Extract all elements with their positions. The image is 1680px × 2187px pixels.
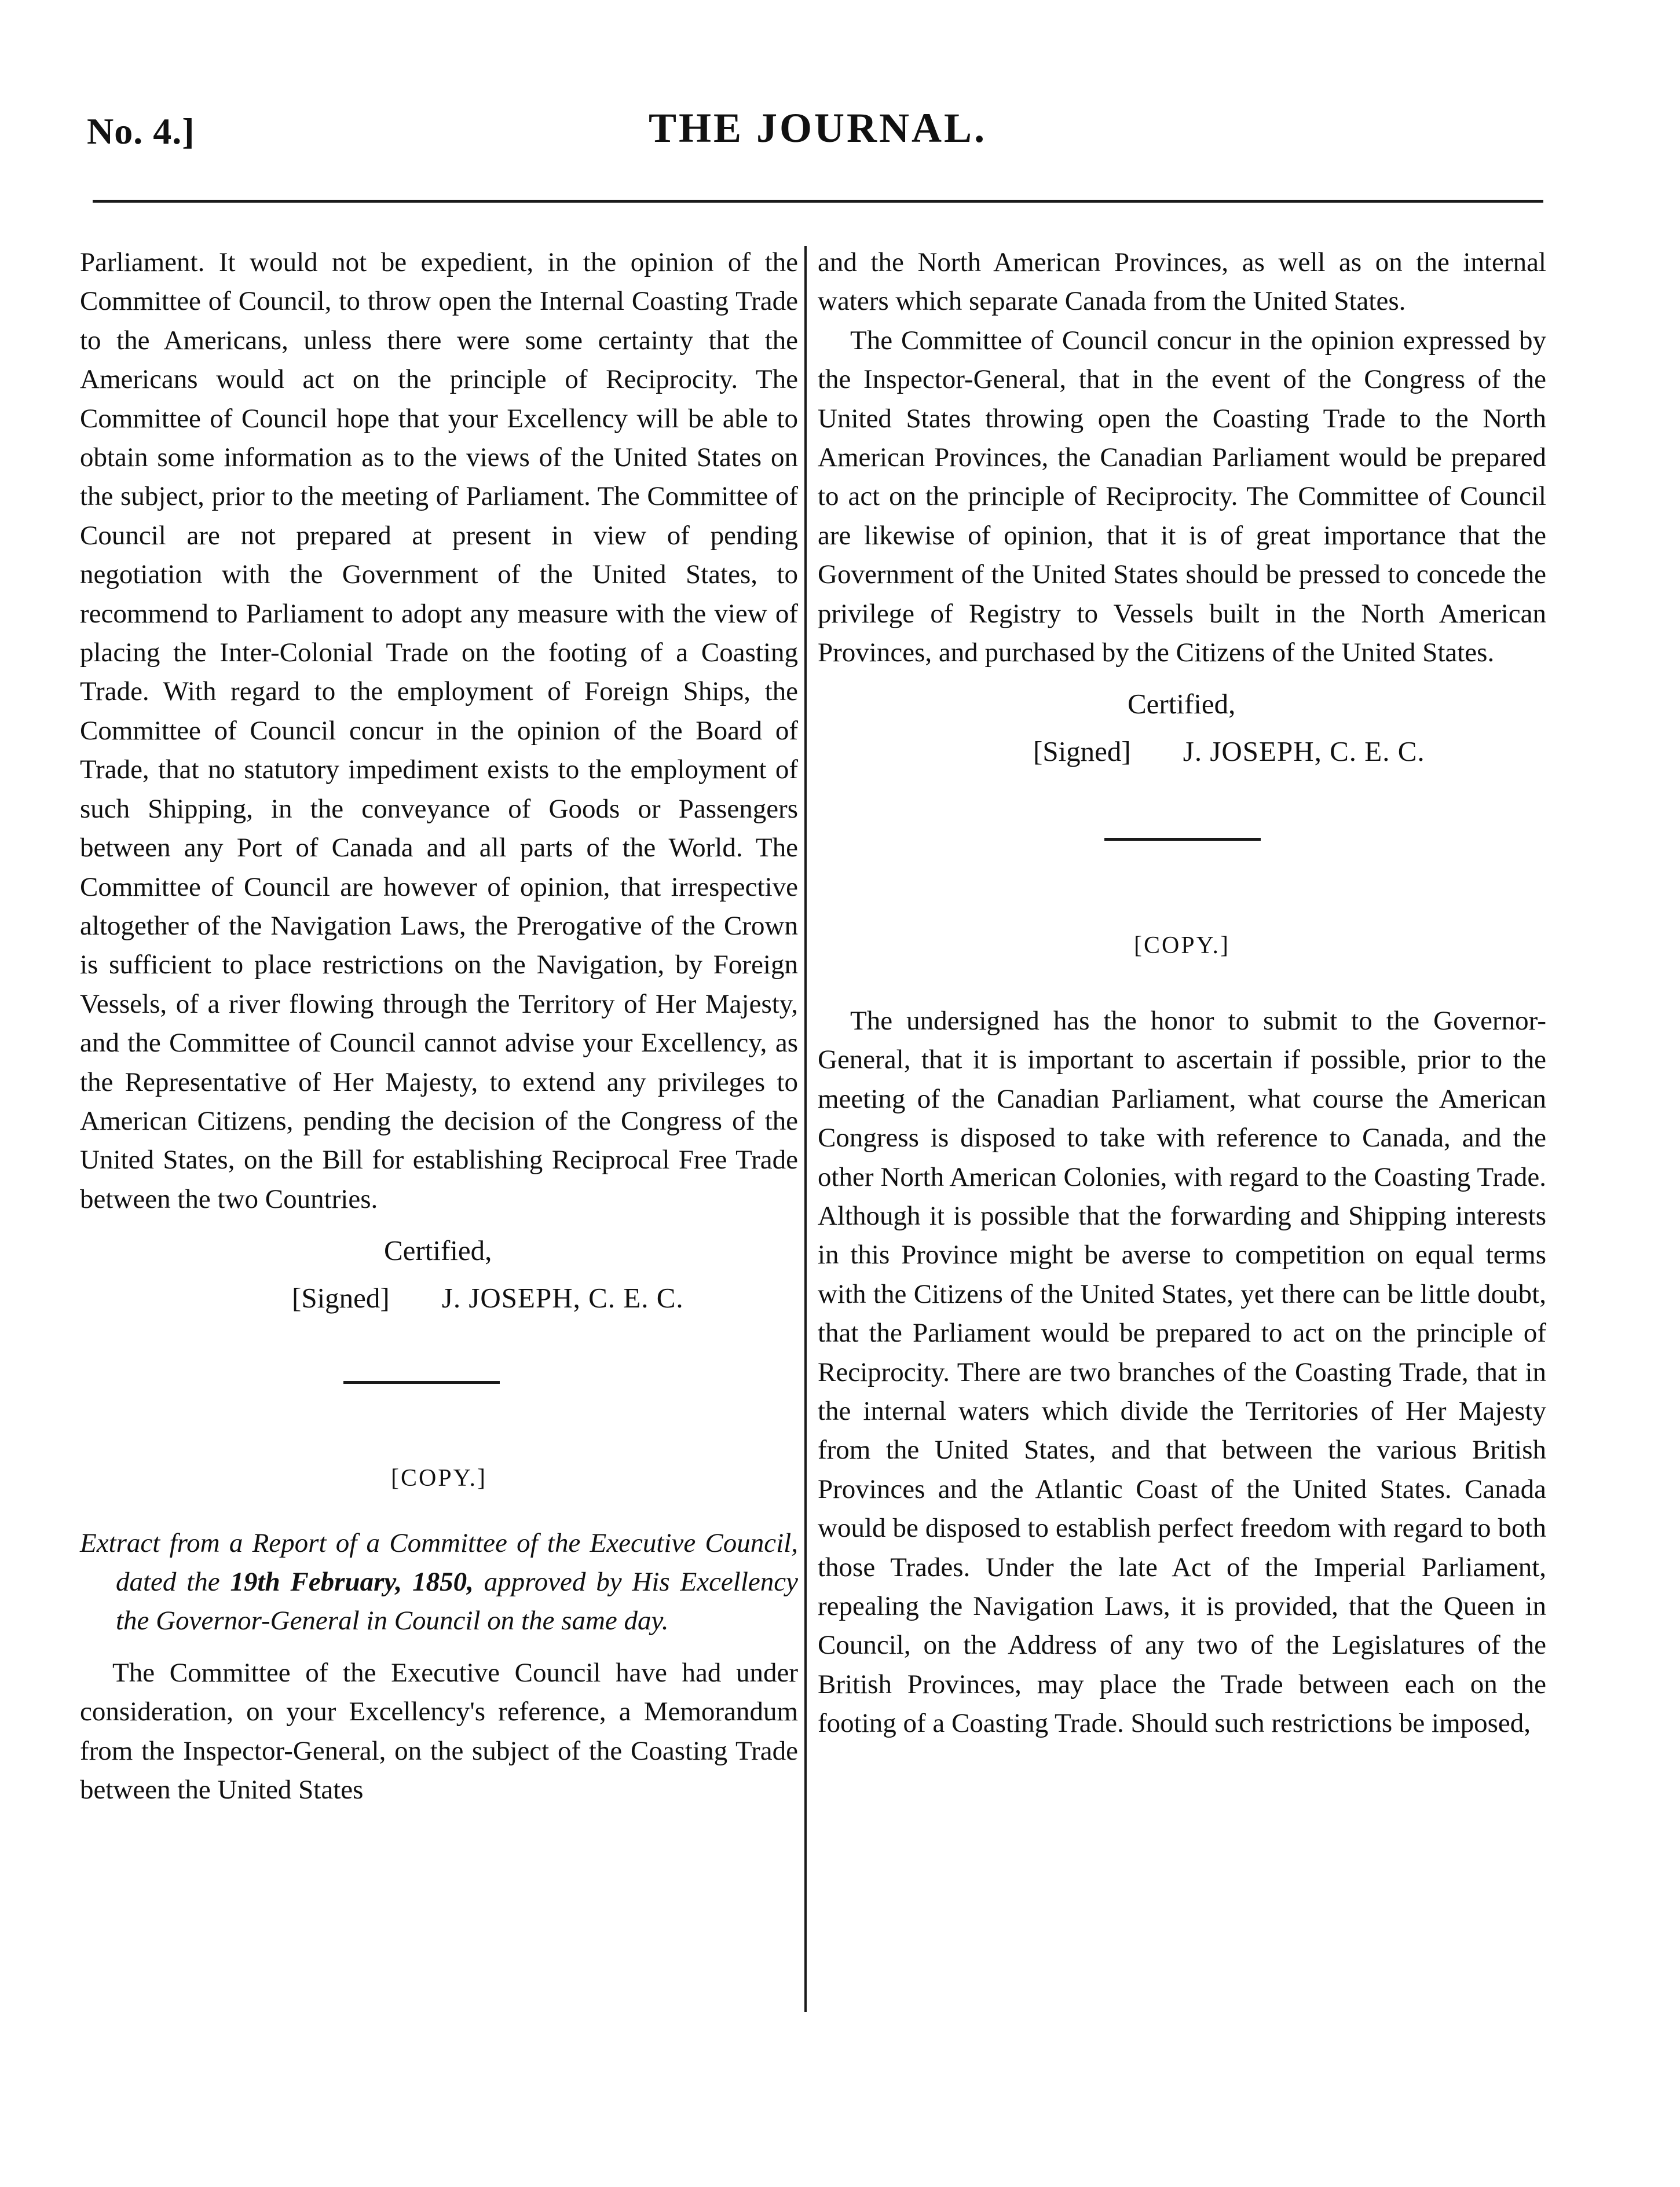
column-divider <box>804 246 807 2012</box>
right-certified: Certified, <box>1128 688 1236 720</box>
header-rule <box>93 200 1543 203</box>
extract-date: 19th February, 1850, <box>230 1566 474 1597</box>
left-certified: Certified, <box>384 1234 492 1267</box>
left-section-rule <box>343 1381 500 1384</box>
journal-title: THE JOURNAL. <box>649 105 987 151</box>
extract-suffix: approved by His Excellency the Governor-General in Council on the same day. <box>116 1566 798 1636</box>
left-signed-label: [Signed] <box>292 1282 390 1314</box>
left-signer-name: J. JOSEPH, C. E. C. <box>441 1282 684 1314</box>
left-copy-label: [COPY.] <box>390 1465 488 1492</box>
right-paragraph-3: The undersigned has the honor to submit to the Governor-General, that it is important to ascertain if possible, prior to the meeting of the Canadian Parliament, what course the American Congress is disposed to take with reference to Canada, and the other North American Colonies, with regard to the Coasting Trade. Although it is possible that the forwarding and Shipping interests in this Province might be averse to competition on equal terms with the Citizens of the United States, yet there can be little doubt, that the Parliament would be prepared to act on the principle of Reciprocity. There are two branches of the Coasting Trade, that in the internal waters which divide the Territories of Her Majesty from the United States, and that between the various British Provinces and the Atlantic Coast of the United States. Canada would be disposed to establish perfect freedom with regard to both those Trades. Under the late Act of the Imperial Parliament, repealing the Navigation Laws, it is provided, that the Queen in Council, on the Address of any two of the Legislatures of the British Provinces, may place the Trade between each on the footing of a Coasting Trade. Should such restrictions be imposed, <box>818 1005 1546 1739</box>
left-paragraph-2: The Committee of the Executive Council have had under consideration, on your Excellency's reference, a Memorandum from the Inspector-General, on the subject of the Coasting Trade between the United States <box>80 1657 798 1805</box>
left-signature-line <box>292 1274 798 1322</box>
extract-heading <box>80 1524 798 1641</box>
right-paragraph-1: and the North American Provinces, as well as on the internal waters which separate Canada from the United States. <box>818 247 1546 317</box>
right-copy-label: [COPY.] <box>1133 932 1231 959</box>
right-paragraph-2: The Committee of Council concur in the opinion expressed by the Inspector-General, that in the event of the Congress of the United States throwing open the Coasting Trade to the North American Provinces, the Canadian Parliament would be prepared to act on the principle of Reciprocity. The Committee of Council are likewise of opinion, that it is of great importance that the Government of the United States should be pressed to concede the privilege of Registry to Vessels built in the North American Provinces, and purchased by the Citizens of the United States. <box>818 325 1546 668</box>
issue-number: No. 4.] <box>87 111 195 152</box>
left-column <box>80 243 798 1809</box>
right-signed-label: [Signed] <box>1033 735 1131 768</box>
extract-prefix: Extract from a Report of a Committee of the Executive Council, dated the <box>80 1527 798 1597</box>
left-paragraph-1: Parliament. It would not be expedient, in the opinion of the Committee of Council, to throw open the Internal Coasting Trade to the Americans, unless there were some certainty that the Americans would act on the principle of Reciprocity. The Committee of Council hope that your Excellency will be able to obtain some information as to the views of the United States on the subject, prior to the meeting of Parliament. The Committee of Council are not prepared at present in view of pending negotiation with the Government of the United States, to recommend to Parliament to adopt any measure with the view of placing the Inter-Colonial Trade on the footing of a Coasting Trade. With regard to the employment of Foreign Ships, the Committee of Council concur in the opinion of the Board of Trade, that no statutory impediment exists to the employment of such Shipping, in the conveyance of Goods or Passengers between any Port of Canada and all parts of the World. The Committee of Council are however of opinion, that irrespective altogether of the Navigation Laws, the Prerogative of the Crown is sufficient to place restrictions on the Navigation, by Foreign Vessels, of a river flowing through the Territory of Her Majesty, and the Committee of Council cannot advise your Excellency, as the Representative of Her Majesty, to extend any privileges to American Citizens, pending the decision of the Congress of the United States, on the Bill for establishing Reciprocal Free Trade between the two Countries. <box>80 247 798 1214</box>
right-section-rule <box>1104 838 1261 841</box>
right-signature-line <box>1033 728 1546 775</box>
right-column <box>818 243 1546 1743</box>
right-signer-name: J. JOSEPH, C. E. C. <box>1183 735 1425 768</box>
